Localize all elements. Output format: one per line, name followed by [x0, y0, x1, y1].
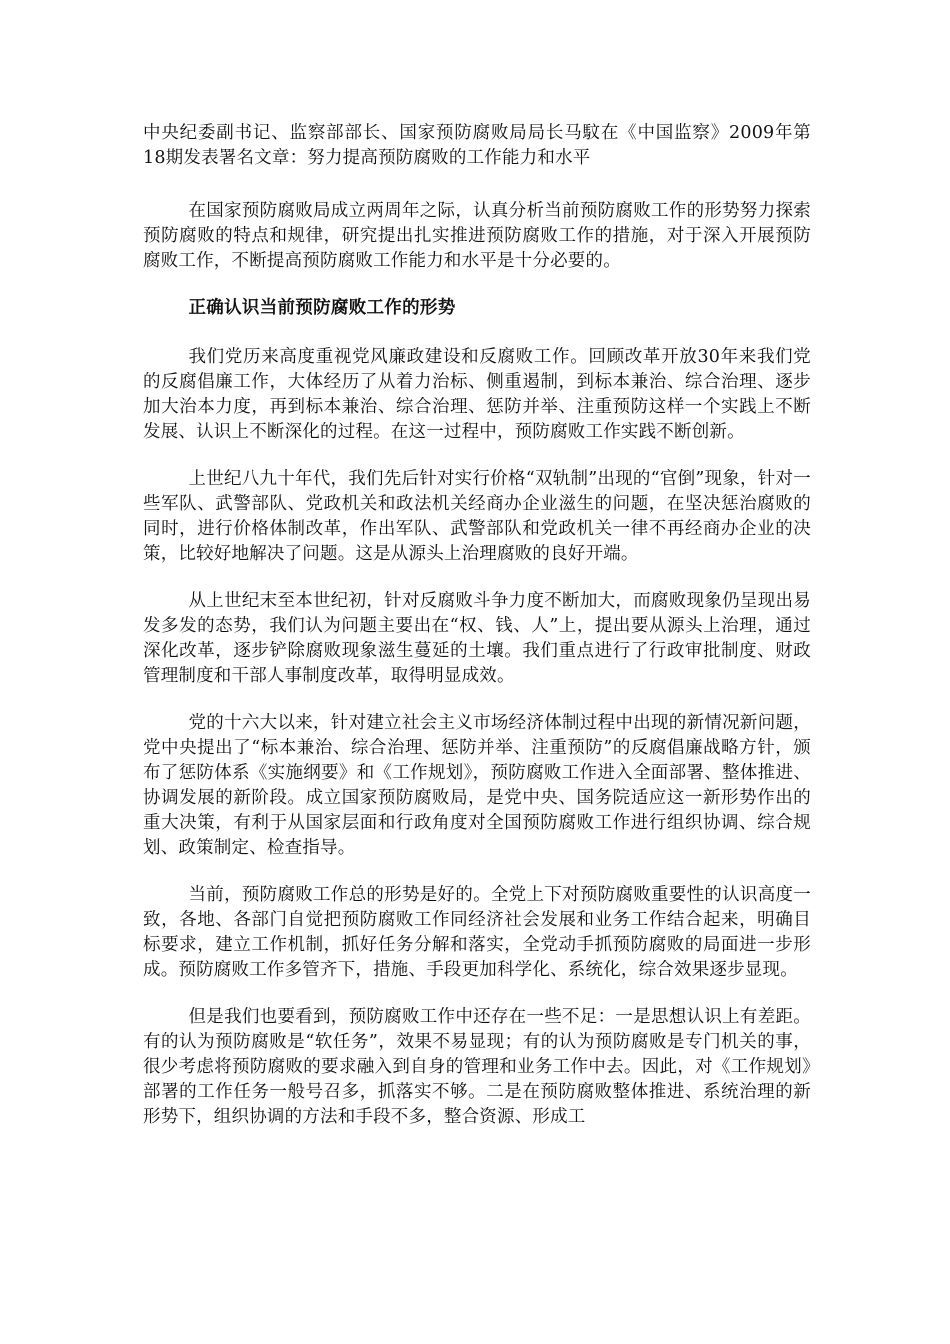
body-paragraph: 但是我们也要看到，预防腐败工作中还存在一些不足：一是思想认识上有差距。有的认为预防腐败是“软任务”，效果不易显现；有的认为预防腐败是专门机关的事，很少考虑将预防腐败的要求融入到自身的管理和业务工作中去。因此，对《工作规划》部署的工作任务一般号召多，抓落实不够。二是在预防腐败整体推进、系统治理的新形势下，组织协调的方法和手段不多，整合资源、形成工: [143, 1007, 811, 1127]
body-paragraph: 党的十六大以来，针对建立社会主义市场经济体制过程中出现的新情况新问题，党中央提出了“标本兼治、综合治理、惩防并举、注重预防”的反腐倡廉战略方针，颁布了惩防体系《实施纲要》和《工作规划》，预防腐败工作进入全面部署、整体推进、协调发展的新阶段。成立国家预防腐败局，是党中央、国务院适应这一新形势作出的重大决策，有利于从国家层面和行政角度对全国预防腐败工作进行组织协调、综合规划、政策制定、检查指导。: [143, 713, 811, 858]
body-paragraph: 我们党历来高度重视党风廉政建设和反腐败工作。回顾改革开放30年来我们党的反腐倡廉工作，大体经历了从着力治标、侧重遏制，到标本兼治、综合治理、逐步加大治本力度，再到标本兼治、综合治理、惩防并举、注重预防这样一个实践上不断发展、认识上不断深化的过程。在这一过程中，预防腐败工作实践不断创新。: [143, 347, 811, 442]
body-paragraph: 从上世纪末至本世纪初，针对反腐败斗争力度不断加大，而腐败现象仍呈现出易发多发的态势，我们认为问题主要出在“权、钱、人”上，提出要从源头上治理，通过深化改革，逐步铲除腐败现象滋生蔓延的土壤。我们重点进行了行政审批制度、财政管理制度和干部人事制度改革，取得明显成效。: [143, 591, 811, 686]
document-body: [143, 121, 811, 1152]
article-title: 中央纪委副书记、监察部部长、国家预防腐败局局长马馼在《中国监察》2009年第18期发表署名文章：努力提高预防腐败的工作能力和水平: [143, 123, 811, 168]
body-paragraph: 上世纪八九十年代，我们先后针对实行价格“双轨制”出现的“官倒”现象，针对一些军队、武警部队、党政机关和政法机关经商办企业滋生的问题，在坚决惩治腐败的同时，进行价格体制改革，作出军队、武警部队和党政机关一律不再经商办企业的决策，比较好地解决了问题。这是从源头上治理腐败的良好开端。: [143, 469, 811, 564]
body-paragraph: 当前，预防腐败工作总的形势是好的。全党上下对预防腐败重要性的认识高度一致，各地、各部门自觉把预防腐败工作同经济社会发展和业务工作结合起来，明确目标要求，建立工作机制，抓好任务分解和落实，全党动手抓预防腐败的局面进一步形成。预防腐败工作多管齐下，措施、手段更加科学化、系统化，综合效果逐步显现。: [143, 885, 811, 980]
intro-paragraph: 在国家预防腐败局成立两周年之际，认真分析当前预防腐败工作的形势努力探索预防腐败的特点和规律，研究提出扎实推进预防腐败工作的措施，对于深入开展预防腐败工作，不断提高预防腐败工作能力和水平是十分必要的。: [143, 201, 811, 271]
section-heading: 正确认识当前预防腐败工作的形势: [188, 298, 456, 318]
